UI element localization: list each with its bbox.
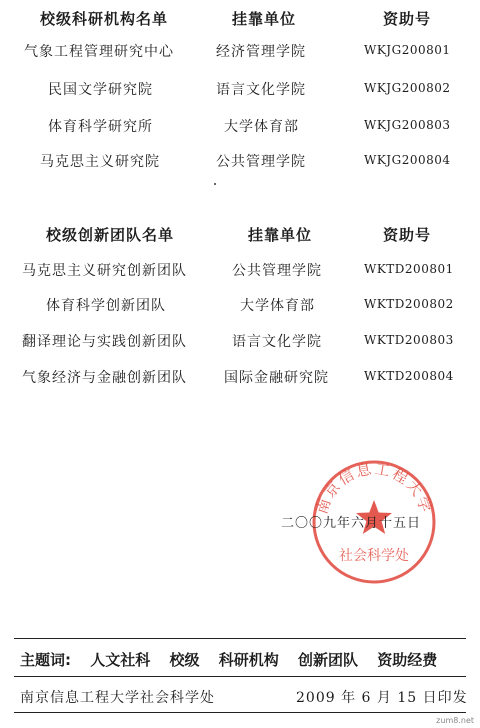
keywords-label: 主题词:	[20, 651, 71, 669]
table1-header-grant: 资助号	[383, 10, 432, 28]
issue-date: 2009 年 6 月 15 日印发	[296, 690, 468, 706]
table2-header-grant: 资助号	[383, 226, 432, 244]
table1-row1-unit: 经济管理学院	[216, 44, 306, 60]
keywords-top-rule	[14, 638, 466, 639]
table2-row1-unit: 公共管理学院	[232, 263, 322, 279]
table1-row3-unit: 大学体育部	[224, 119, 299, 135]
table1-row3-name: 体育科学研究所	[48, 119, 153, 135]
table1-row2-unit: 语言文化学院	[216, 82, 306, 98]
table2-row2-grant: WKTD200802	[364, 297, 454, 311]
keyword-item: 科研机构	[218, 651, 279, 669]
table1-row3-grant: WKJG200803	[364, 118, 451, 132]
table2-row1-name: 马克思主义研究创新团队	[22, 263, 187, 279]
footer-bottom-rule	[14, 712, 466, 713]
table2-row2-name: 体育科学创新团队	[46, 298, 166, 314]
table1-row4-name: 马克思主义研究院	[40, 154, 160, 170]
keyword-item: 校级	[169, 651, 200, 669]
table1-row1-grant: WKJG200801	[364, 43, 451, 57]
seal-org-text: 南京信息工程大学	[312, 459, 436, 517]
table2-row3-grant: WKTD200803	[364, 333, 454, 347]
table1-header-name: 校级科研机构名单	[40, 10, 169, 28]
table2-row4-grant: WKTD200804	[364, 369, 454, 383]
keyword-item: 创新团队	[297, 651, 358, 669]
keywords-bottom-rule	[14, 676, 466, 677]
table2-row1-grant: WKTD200801	[364, 262, 454, 276]
signature-date: 二〇〇九年六月十五日	[281, 516, 422, 531]
keyword-item: 资助经费	[377, 651, 438, 669]
table2-row4-unit: 国际金融研究院	[224, 370, 329, 386]
subject-keywords	[20, 649, 451, 670]
scan-speck	[214, 183, 216, 185]
keyword-item: 人文社科	[90, 651, 151, 669]
table1-row2-name: 民国文学研究院	[48, 82, 153, 98]
table1-row2-grant: WKJG200802	[364, 81, 451, 95]
table2-row2-unit: 大学体育部	[240, 298, 315, 314]
issuing-office: 南京信息工程大学社会科学处	[20, 690, 215, 706]
table2-header-name: 校级创新团队名单	[46, 226, 175, 244]
table1-header-unit: 挂靠单位	[232, 10, 297, 28]
site-watermark: zum8.net	[436, 716, 474, 725]
table2-header-unit: 挂靠单位	[248, 226, 313, 244]
table2-row4-name: 气象经济与金融创新团队	[22, 370, 187, 386]
table1-row4-grant: WKJG200804	[364, 153, 451, 167]
seal-dept-text: 社会科学处	[339, 548, 409, 564]
table1-row1-name: 气象工程管理研究中心	[24, 44, 174, 60]
table2-row3-unit: 语言文化学院	[232, 334, 322, 350]
table1-row4-unit: 公共管理学院	[216, 154, 306, 170]
table2-row3-name: 翻译理论与实践创新团队	[22, 334, 187, 350]
